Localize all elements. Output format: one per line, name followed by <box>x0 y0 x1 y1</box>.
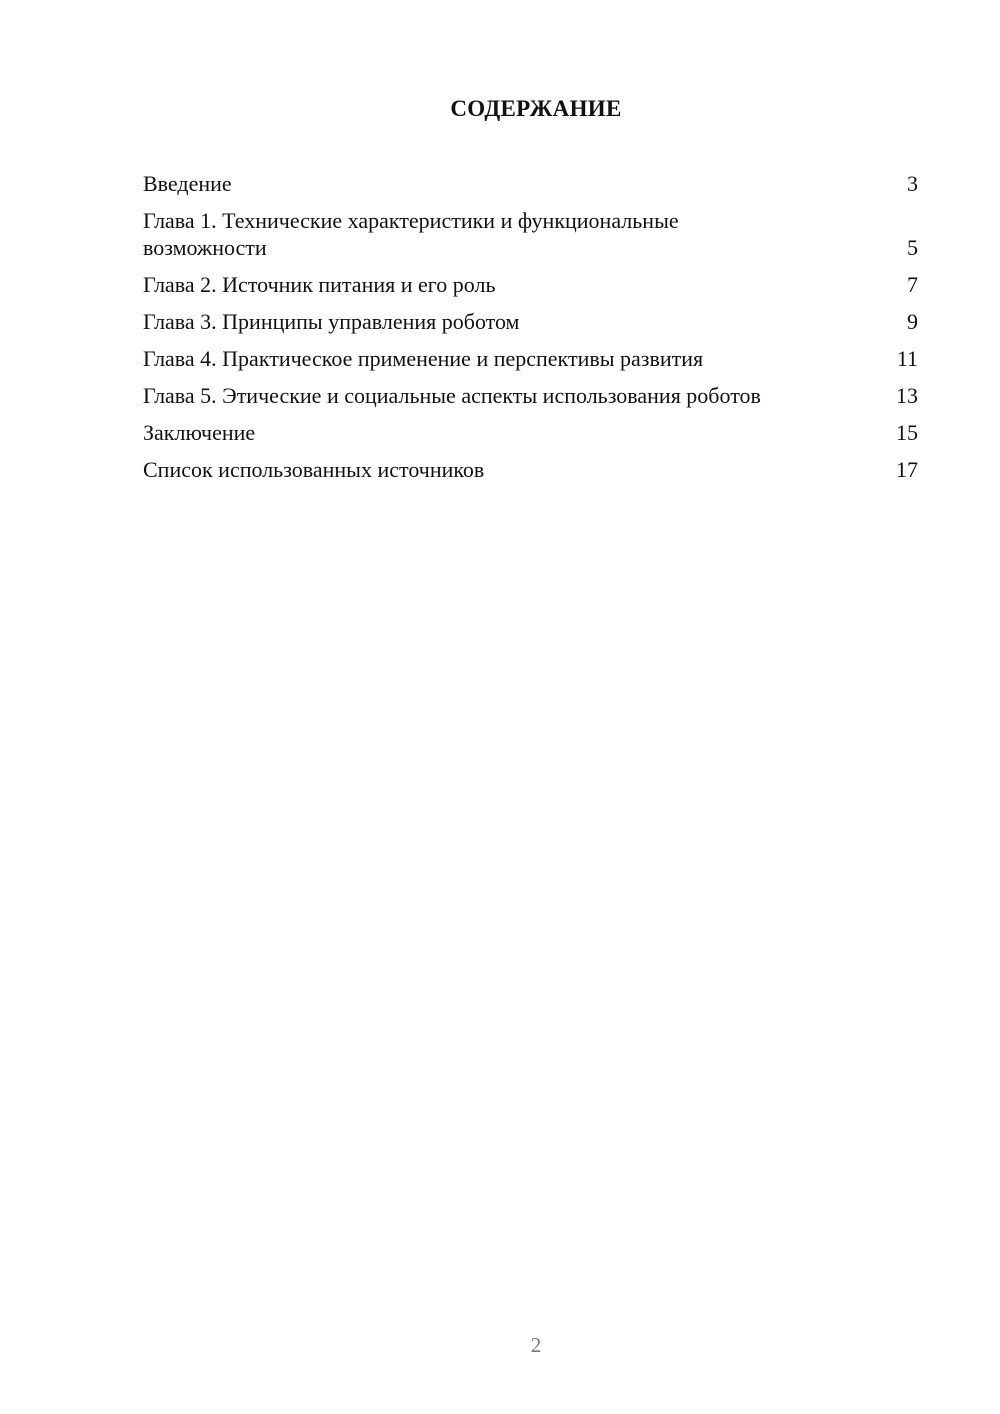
toc-entry-page: 3 <box>907 171 918 196</box>
toc-entry-page: 5 <box>907 235 918 260</box>
toc-entry-label: Введение <box>143 171 232 196</box>
toc-entry-chapter-4 <box>143 345 918 372</box>
toc-entry-references <box>143 456 918 483</box>
page-number: 2 <box>530 1333 542 1357</box>
toc-entry-label: Глава 5. Этические и социальные аспекты использования роботов <box>143 383 761 408</box>
toc-entry-page: 17 <box>896 457 918 482</box>
toc-entry-label: Глава 1. Технические характеристики и функциональные возможности <box>143 208 679 260</box>
toc-entry-page: 9 <box>907 309 918 334</box>
toc-entry-page: 13 <box>896 383 918 408</box>
table-of-contents <box>143 170 918 493</box>
toc-entry-label: Глава 4. Практическое применение и перспективы развития <box>143 346 704 371</box>
toc-entry-page: 15 <box>896 420 918 445</box>
toc-entry-label: Список использованных источников <box>143 457 485 482</box>
toc-entry-page: 11 <box>896 346 918 371</box>
toc-entry-chapter-3 <box>143 308 918 335</box>
toc-entry-chapter-1 <box>143 207 918 261</box>
toc-entry-conclusion <box>143 419 918 446</box>
toc-entry-chapter-2 <box>143 271 918 298</box>
toc-entry-label: Глава 3. Принципы управления роботом <box>143 309 520 334</box>
toc-entry-introduction <box>143 170 918 197</box>
toc-title: СОДЕРЖАНИЕ <box>450 96 622 121</box>
toc-entry-page: 7 <box>907 272 918 297</box>
toc-entry-label: Заключение <box>143 420 256 445</box>
toc-entry-label: Глава 2. Источник питания и его роль <box>143 272 496 297</box>
toc-entry-chapter-5 <box>143 382 918 409</box>
